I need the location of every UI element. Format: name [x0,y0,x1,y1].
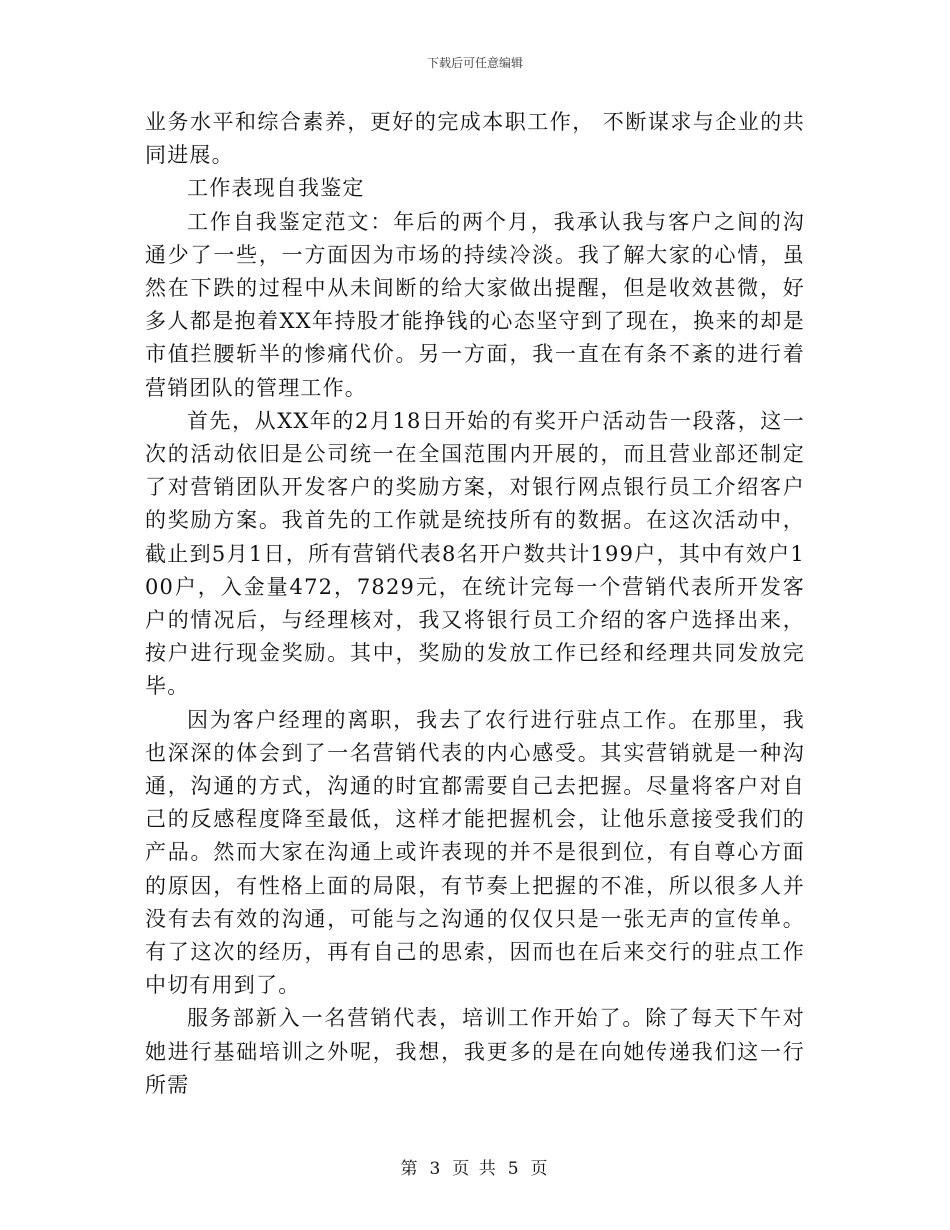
page-prefix: 第 [400,1159,420,1179]
paragraph: 因为客户经理的离职，我去了农行进行驻点工作。在那里，我也深深的体会到了一名营销代表的内心感受。其实营销就是一种沟通，沟通的方式，沟通的时宜都需要自己去把握。尽量将客户对自己的反感程度降至最低，这样才能把握机会，让他乐意接受我们的产品。然而大家在沟通上或许表现的并不是很到位，有自尊心方面的原因，有性格上面的局限，有节奏上把握的不准，所以很多人并没有去有效的沟通，可能与之沟通的仅仅只是一张无声的宣传单。有了这次的经历，再有自己的思索，因而也在后来交行的驻点工作中切有用到了。 [145,707,805,998]
paragraph-continuation: 业务水平和综合素养，更好的完成本职工作， 不断谋求与企业的共同进展。 [145,110,805,168]
total-pages-number: 5 [507,1159,521,1179]
page-middle: 页 共 [452,1159,498,1179]
page-footer [0,1154,950,1179]
paragraph: 服务部新入一名营销代表，培训工作开始了。除了每天下午对她进行基础培训之外呢，我想，我更多的是在向她传递我们这一行所需 [145,1006,805,1097]
paragraph: 首先，从XX年的2月18日开始的有奖开户活动告一段落，这一次的活动依旧是公司统一在全国范围内开展的，而且营业部还制定了对营销团队开发客户的奖励方案，对银行网点银行员工介绍客户的奖励方案。我首先的工作就是统技所有的数据。在这次活动中，截止到5月1日，所有营销代表8名开户数共计199户，其中有效户100户，入金量472，7829元，在统计完每一个营销代表所开发客户的情况后，与经理核对，我又将银行员工介绍的客户选择出来，按户进行现金奖励。其中，奖励的发放工作已经和经理共同发放完毕。 [145,408,805,699]
header-note: 下载后可任意编辑 [426,56,523,70]
paragraph: 工作自我鉴定范文：年后的两个月，我承认我与客户之间的沟通少了一些，一方面因为市场的持续冷淡。我了解大家的心情，虽然在下跌的过程中从未间断的给大家做出提醒，但是收效甚微，好多人都是抱着XX年持股才能挣钱的心态坚守到了现在，换来的却是市值拦腰斩半的惨痛代价。另一方面，我一直在有条不紊的进行着营销团队的管理工作。 [145,209,805,400]
page-suffix: 页 [530,1159,550,1179]
section-heading: 工作表现自我鉴定 [187,176,365,201]
document-body [145,106,805,1102]
current-page-number: 3 [429,1159,443,1179]
